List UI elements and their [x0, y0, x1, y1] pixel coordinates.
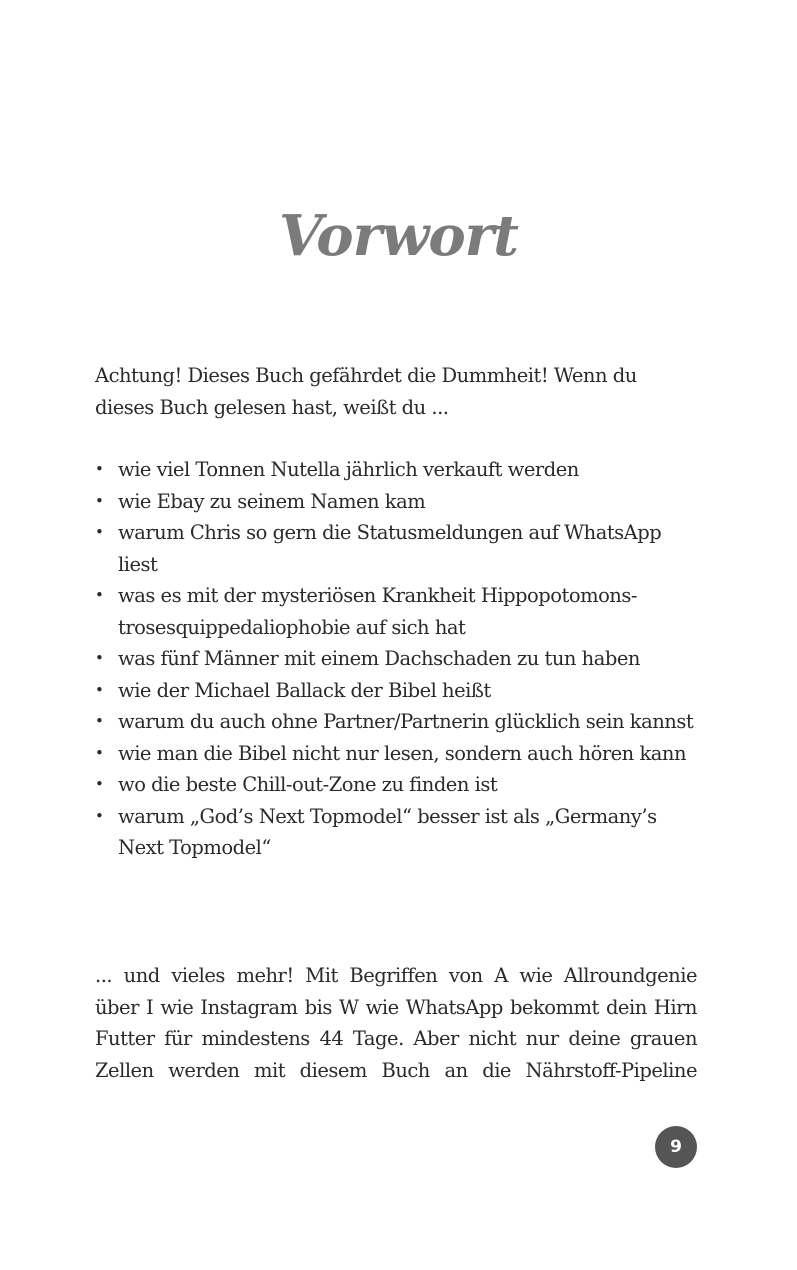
bullet-list — [95, 454, 697, 864]
list-item — [95, 454, 697, 486]
bullet-icon: • — [95, 523, 104, 541]
page-number-badge: 9 — [655, 1126, 697, 1168]
list-item-text: wie Ebay zu seinem Namen kam — [118, 489, 426, 513]
list-item-text: wie der Michael Ballack der Bibel heißt — [118, 678, 491, 702]
list-item — [95, 517, 697, 580]
bullet-icon: • — [95, 680, 104, 699]
list-item-text: wie viel Tonnen Nutella jährlich verkauft werden — [118, 458, 579, 481]
closing-paragraph — [95, 960, 697, 1086]
list-item — [95, 643, 697, 675]
bullet-icon: • — [95, 775, 104, 793]
list-item-text: was fünf Männer mit einem Dachschaden zu tun haben — [118, 647, 640, 670]
list-item-text: warum Chris so gern die Statusmeldungen auf WhatsApp liest — [118, 521, 662, 576]
bullet-icon: • — [95, 649, 104, 667]
bullet-icon: • — [95, 806, 104, 825]
closing-line: über I wie Instagram bis W wie WhatsApp bekommt dein Hirn — [95, 995, 697, 1019]
intro-paragraph: Achtung! Dieses Buch gefährdet die Dummheit! Wenn du dieses Buch gelesen hast, weißt du ... — [95, 364, 637, 419]
bullet-icon: • — [95, 712, 104, 730]
list-item-text: was es mit der mysteriösen Krankheit Hippopotomons-trosesquippedaliophobie auf sich hat — [118, 584, 637, 639]
list-item — [95, 675, 697, 707]
bullet-icon: • — [95, 586, 104, 604]
closing-line: ... und vieles mehr! Mit Begriffen von A wie Allroundgenie — [95, 964, 697, 987]
list-item — [95, 706, 697, 738]
page-title: Vorwort — [278, 203, 519, 269]
list-item-text: warum du auch ohne Partner/Partnerin glücklich sein kannst — [118, 710, 694, 733]
list-item — [95, 486, 697, 518]
closing-line: Zellen werden mit diesem Buch an die Nährstoff-Pipeline — [95, 1058, 697, 1082]
list-item — [95, 738, 697, 770]
bullet-icon: • — [95, 743, 104, 762]
list-item-text: warum „God’s Next Topmodel“ besser ist als „Germany’s Next Topmodel“ — [118, 804, 657, 859]
bullet-icon: • — [95, 460, 104, 478]
bullet-icon: • — [95, 491, 104, 510]
list-item — [95, 801, 697, 864]
list-item — [95, 769, 697, 801]
closing-line: Futter für mindestens 44 Tage. Aber nicht nur deine grauen — [95, 1027, 697, 1050]
list-item-text: wie man die Bibel nicht nur lesen, sondern auch hören kann — [118, 741, 686, 765]
list-item-text: wo die beste Chill-out-Zone zu finden ist — [118, 773, 498, 796]
list-item — [95, 580, 697, 643]
